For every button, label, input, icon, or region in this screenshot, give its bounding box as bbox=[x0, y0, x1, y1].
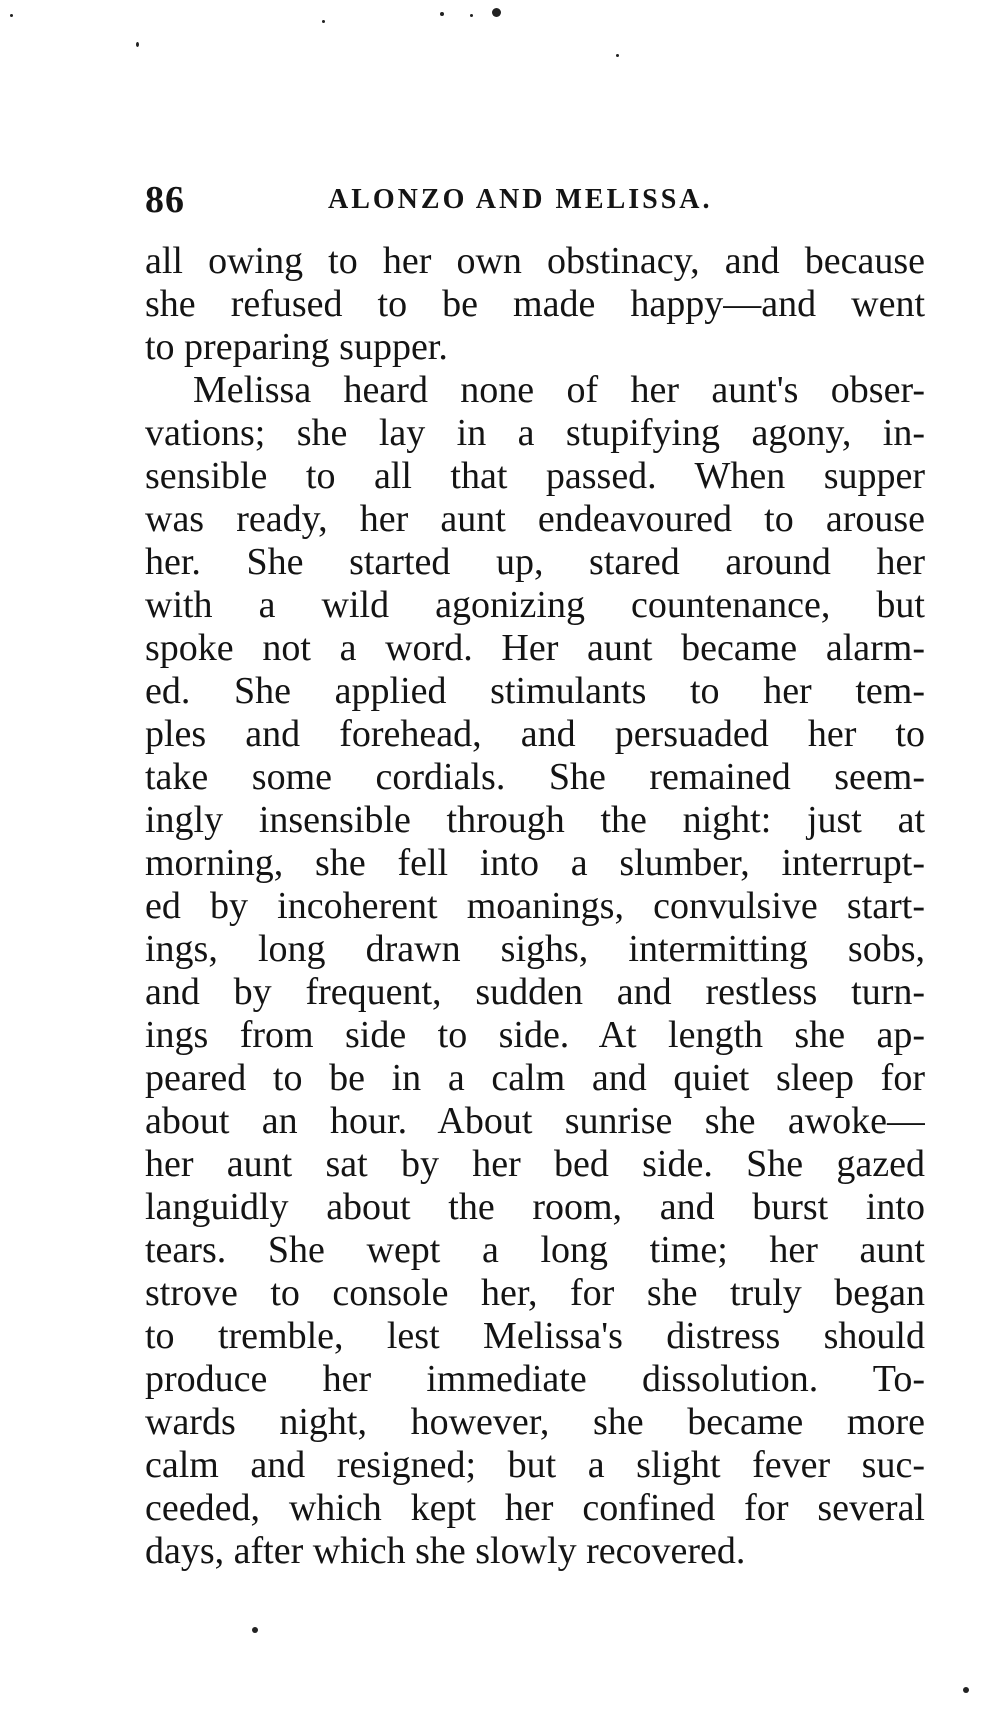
text-line: wards night, however, she became more bbox=[145, 1401, 925, 1443]
text-line: was ready, her aunt endeavoured to arouse bbox=[145, 498, 925, 540]
scan-speck bbox=[440, 12, 444, 16]
text-line: sensible to all that passed. When supper bbox=[145, 455, 925, 497]
body-text bbox=[145, 240, 925, 1573]
scan-speck bbox=[492, 8, 501, 17]
text-line: her aunt sat by her bed side. She gazed bbox=[145, 1143, 925, 1185]
text-line: about an hour. About sunrise she awoke— bbox=[145, 1100, 925, 1142]
text-line: produce her immediate dissolution. To- bbox=[145, 1358, 925, 1400]
text-line: she refused to be made happy—and went bbox=[145, 283, 925, 325]
page-number: 86 bbox=[145, 179, 185, 221]
text-line: peared to be in a calm and quiet sleep for bbox=[145, 1057, 925, 1099]
text-line: ples and forehead, and persuaded her to bbox=[145, 713, 925, 755]
text-line: vations; she lay in a stupifying agony, in- bbox=[145, 412, 925, 454]
scan-speck bbox=[136, 42, 139, 47]
scan-speck bbox=[616, 54, 619, 57]
text-line: languidly about the room, and burst into bbox=[145, 1186, 925, 1228]
text-line: spoke not a word. Her aunt became alarm- bbox=[145, 627, 925, 669]
text-line: all owing to her own obstinacy, and because bbox=[145, 240, 925, 282]
scan-speck bbox=[322, 20, 325, 23]
text-line: her. She started up, stared around her bbox=[145, 541, 925, 583]
text-line: to tremble, lest Melissa's distress should bbox=[145, 1315, 925, 1357]
text-line: days, after which she slowly recovered. bbox=[145, 1530, 746, 1572]
text-line: calm and resigned; but a slight fever suc- bbox=[145, 1444, 925, 1486]
page-header bbox=[145, 178, 935, 228]
text-line: ingly insensible through the night: just at bbox=[145, 799, 925, 841]
scan-speck bbox=[10, 14, 13, 17]
scan-speck bbox=[470, 14, 473, 17]
text-line: strove to console her, for she truly began bbox=[145, 1272, 925, 1314]
text-line: morning, she fell into a slumber, interrupt- bbox=[145, 842, 925, 884]
text-line: take some cordials. She remained seem- bbox=[145, 756, 925, 798]
text-line: ceeded, which kept her confined for several bbox=[145, 1487, 925, 1529]
text-line: ings from side to side. At length she ap- bbox=[145, 1014, 925, 1056]
text-line: to preparing supper. bbox=[145, 326, 448, 368]
text-line: tears. She wept a long time; her aunt bbox=[145, 1229, 925, 1271]
text-line: ed. She applied stimulants to her tem- bbox=[145, 670, 925, 712]
scan-speck bbox=[252, 1627, 258, 1633]
text-line: Melissa heard none of her aunt's obser- bbox=[193, 369, 925, 411]
text-line: with a wild agonizing countenance, but bbox=[145, 584, 925, 626]
running-head: ALONZO AND MELISSA. bbox=[328, 184, 713, 215]
text-line: ings, long drawn sighs, intermitting sobs, bbox=[145, 928, 925, 970]
scan-speck bbox=[963, 1687, 969, 1693]
text-line: ed by incoherent moanings, convulsive start- bbox=[145, 885, 925, 927]
text-line: and by frequent, sudden and restless turn- bbox=[145, 971, 925, 1013]
